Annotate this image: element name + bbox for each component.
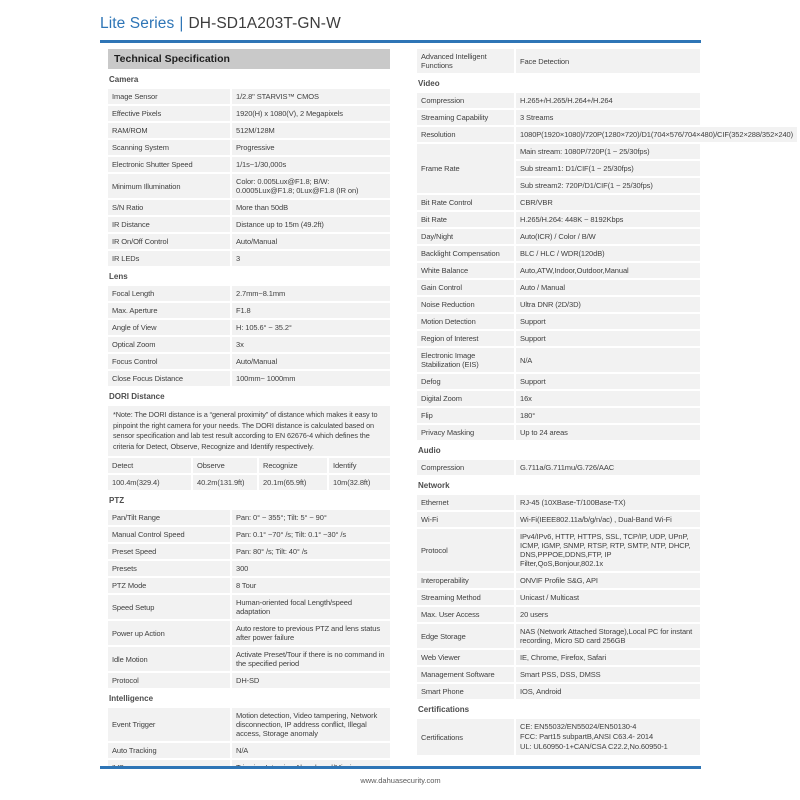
spec-row-electronic-shutter-speed [108, 157, 390, 172]
spec-value: Auto/Manual [232, 234, 390, 249]
spec-value: ONVIF Profile S&G, API [516, 573, 700, 588]
page-footer [100, 766, 701, 785]
spec-label: Gain Control [417, 280, 514, 295]
spec-label: Scanning System [108, 140, 230, 155]
spec-row-ir-on-off-control [108, 234, 390, 249]
spec-value: Up to 24 areas [516, 425, 700, 440]
spec-label: Electronic Shutter Speed [108, 157, 230, 172]
spec-value: Smart PSS, DSS, DMSS [516, 667, 700, 682]
dori-header-observe: Observe [193, 458, 257, 473]
spec-label: Effective Pixels [108, 106, 230, 121]
spec-value: Support [516, 374, 700, 389]
spec-label: Region of Interest [417, 331, 514, 346]
spec-value: Auto(ICR) / Color / B/W [516, 229, 700, 244]
spec-value: Pan: 0.1° ~70° /s; Tilt: 0.1° ~30° /s [232, 527, 390, 542]
spec-label: White Balance [417, 263, 514, 278]
spec-label: Frame Rate [417, 144, 514, 193]
spec-row-protocol [108, 673, 390, 688]
spec-value: IE, Chrome, Firefox, Safari [516, 650, 700, 665]
model-label: DH-SD1A203T-GN-W [188, 15, 341, 32]
spec-value: G.711a/G.711mu/G.726/AAC [516, 460, 700, 475]
spec-label: Angle of View [108, 320, 230, 335]
spec-row-s-n-ratio [108, 200, 390, 215]
spec-label: Smart Phone [417, 684, 514, 699]
spec-row-protocol [417, 529, 700, 571]
spec-label: Minimum Illumination [108, 174, 230, 198]
spec-label: Ethernet [417, 495, 514, 510]
spec-row-management-software [417, 667, 700, 682]
spec-label: Web Viewer [417, 650, 514, 665]
spec-label: Max. User Access [417, 607, 514, 622]
spec-row-event-trigger [108, 708, 390, 741]
spec-label: S/N Ratio [108, 200, 230, 215]
spec-value: Ultra DNR (2D/3D) [516, 297, 700, 312]
spec-row-scanning-system [108, 140, 390, 155]
spec-label: Resolution [417, 127, 514, 142]
spec-label: Motion Detection [417, 314, 514, 329]
spec-row-electronic-image-stabilization-eis [417, 348, 700, 372]
spec-value: IPv4/IPv6, HTTP, HTTPS, SSL, TCP/IP, UDP, UPnP, ICMP, IGMP, SNMP, RTSP, RTP, SMTP, NTP, DHCP, DNS,PPPOE,DDNS,FTP, IP Filter,QoS,Bonjour,802.1x [516, 529, 700, 571]
spec-row-ir-distance [108, 217, 390, 232]
spec-value: Auto restore to previous PTZ and lens status after power failure [232, 621, 390, 645]
spec-section-header: Technical Specification [108, 49, 390, 69]
spec-row-ethernet [417, 495, 700, 510]
spec-row-compression [417, 93, 700, 108]
spec-label: IR LEDs [108, 251, 230, 266]
spec-row-focal-length [108, 286, 390, 301]
spec-value: Color: 0.005Lux@F1.8; B/W: 0.0005Lux@F1.8; 0Lux@F1.8 (IR on) [232, 174, 390, 198]
title-separator: | [179, 15, 184, 32]
spec-label: Event Trigger [108, 708, 230, 741]
spec-value: More than 50dB [232, 200, 390, 215]
spec-value: Motion detection, Video tampering, Network disconnection, IP address conflict, Illegal access, Storage anomaly [232, 708, 390, 741]
spec-label: Wi-Fi [417, 512, 514, 527]
spec-row-advanced-intelligent-functions [417, 49, 700, 73]
spec-value: 8 Tour [232, 578, 390, 593]
spec-label: Focal Length [108, 286, 230, 301]
spec-row-image-sensor [108, 89, 390, 104]
spec-value: 512M/128M [232, 123, 390, 138]
spec-value: 1/2.8" STARVIS™ CMOS [232, 89, 390, 104]
spec-value: 3 Streams [516, 110, 700, 125]
spec-row-backlight-compensation [417, 246, 700, 261]
spec-row-bit-rate-control [417, 195, 700, 210]
spec-label: IR Distance [108, 217, 230, 232]
spec-row-power-up-action [108, 621, 390, 645]
spec-row-effective-pixels [108, 106, 390, 121]
footer-url: www.dahuasecurity.com [360, 776, 441, 785]
spec-value: Auto,ATW,Indoor,Outdoor,Manual [516, 263, 700, 278]
spec-row-compression [417, 460, 700, 475]
spec-label: Interoperability [417, 573, 514, 588]
spec-row-day-night [417, 229, 700, 244]
spec-row-flip [417, 408, 700, 423]
spec-value: IOS, Android [516, 684, 700, 699]
spec-row-pan-tilt-range [108, 510, 390, 525]
spec-row-ptz-mode [108, 578, 390, 593]
spec-value [516, 719, 700, 755]
spec-value: BLC / HLC / WDR(120dB) [516, 246, 700, 261]
spec-row-privacy-masking [417, 425, 700, 440]
spec-label: Management Software [417, 667, 514, 682]
spec-label: Power up Action [108, 621, 230, 645]
spec-columns [100, 49, 794, 777]
spec-label: Optical Zoom [108, 337, 230, 352]
spec-row-interoperability [417, 573, 700, 588]
spec-row-gain-control [417, 280, 700, 295]
section-title-video: Video [418, 79, 440, 88]
spec-label: Max. Aperture [108, 303, 230, 318]
spec-value: Activate Preset/Tour if there is no command in the specified period [232, 647, 390, 671]
spec-value: 180° [516, 408, 700, 423]
dori-header-recognize: Recognize [259, 458, 327, 473]
spec-value-line: CE: EN55032/EN55024/EN50130-4 [520, 722, 637, 731]
spec-label: Noise Reduction [417, 297, 514, 312]
spec-label: Protocol [417, 529, 514, 571]
spec-value: 2.7mm~8.1mm [232, 286, 390, 301]
spec-value: H.265+/H.265/H.264+/H.264 [516, 93, 700, 108]
dori-value-recognize: 20.1m(65.9ft) [259, 475, 327, 490]
spec-row-preset-speed [108, 544, 390, 559]
spec-row-bit-rate [417, 212, 700, 227]
section-title-dori-distance: DORI Distance [109, 392, 165, 401]
spec-value: H: 105.6° ~ 35.2° [232, 320, 390, 335]
dori-note: *Note: The DORI distance is a “general proximity” of distance which makes it easy to pinpoint the right camera for your needs. The DORI distance is calculated based on sensor specification and lab test result according to EN 62676-4 which defines the criteria for Detect, Observe, Recognize and Identify respectively. [108, 406, 390, 456]
spec-column-left [108, 49, 390, 777]
section-title-lens: Lens [109, 272, 128, 281]
spec-label: Pan/Tilt Range [108, 510, 230, 525]
spec-label: Compression [417, 93, 514, 108]
spec-value: DH-SD [232, 673, 390, 688]
dori-header-row [108, 458, 390, 473]
section-title-network: Network [418, 481, 450, 490]
spec-label: Advanced Intelligent Functions [417, 49, 514, 73]
spec-value: Progressive [232, 140, 390, 155]
spec-value: Unicast / Multicast [516, 590, 700, 605]
spec-row-minimum-illumination [108, 174, 390, 198]
spec-label: Speed Setup [108, 595, 230, 619]
spec-row-idle-motion [108, 647, 390, 671]
spec-row-edge-storage [417, 624, 700, 648]
spec-value: Pan: 0° ~ 355°; Tilt: 5° ~ 90° [232, 510, 390, 525]
spec-row-defog [417, 374, 700, 389]
spec-label: Streaming Capability [417, 110, 514, 125]
spec-value: 16x [516, 391, 700, 406]
spec-label: Close Focus Distance [108, 371, 230, 386]
spec-label: Flip [417, 408, 514, 423]
spec-value: Auto/Manual [232, 354, 390, 369]
spec-value-line: FCC: Part15 subpartB,ANSI C63.4- 2014 [520, 732, 654, 741]
spec-row-noise-reduction [417, 297, 700, 312]
spec-row-streaming-capability [417, 110, 700, 125]
section-title-camera: Camera [109, 75, 139, 84]
section-title-audio: Audio [418, 446, 441, 455]
spec-row-smart-phone [417, 684, 700, 699]
spec-value: H.265/H.264: 448K ~ 8192Kbps [516, 212, 700, 227]
spec-row-resolution [417, 127, 794, 142]
spec-row-max-user-access [417, 607, 700, 622]
spec-label: Preset Speed [108, 544, 230, 559]
spec-row-auto-tracking [108, 743, 390, 758]
dori-header-identify: Identify [329, 458, 390, 473]
spec-label: Bit Rate [417, 212, 514, 227]
spec-label: PTZ Mode [108, 578, 230, 593]
spec-row-region-of-interest [417, 331, 700, 346]
spec-value: 1080P(1920×1080)/720P(1280×720)/D1(704×576/704×480)/CIF(352×288/352×240) [516, 127, 797, 142]
spec-label: Streaming Method [417, 590, 514, 605]
spec-label: Privacy Masking [417, 425, 514, 440]
section-title-ptz: PTZ [109, 496, 125, 505]
spec-label: Electronic Image Stabilization (EIS) [417, 348, 514, 372]
page-title [100, 15, 701, 33]
spec-value: 3x [232, 337, 390, 352]
spec-row-streaming-method [417, 590, 700, 605]
dori-value-row [108, 475, 390, 490]
spec-value: Auto / Manual [516, 280, 700, 295]
spec-value: Human-oriented focal Length/speed adaptation [232, 595, 390, 619]
dori-value-identify: 10m(32.8ft) [329, 475, 390, 490]
spec-row-certifications [417, 719, 700, 755]
spec-label: Certifications [417, 719, 514, 755]
spec-value: F1.8 [232, 303, 390, 318]
spec-subvalue: Sub stream1: D1/CIF(1 ~ 25/30fps) [516, 161, 700, 176]
spec-row-close-focus-distance [108, 371, 390, 386]
spec-value: NAS (Network Attached Storage),Local PC for instant recording, Micro SD card 256GB [516, 624, 700, 648]
spec-value: Distance up to 15m (49.2ft) [232, 217, 390, 232]
spec-label: Auto Tracking [108, 743, 230, 758]
footer-divider [100, 766, 701, 769]
spec-row-frame-rate [417, 144, 700, 193]
section-title-certifications: Certifications [418, 705, 470, 714]
dori-value-observe: 40.2m(131.9ft) [193, 475, 257, 490]
spec-label: Manual Control Speed [108, 527, 230, 542]
spec-subvalues [516, 144, 700, 193]
datasheet-page [100, 0, 794, 777]
spec-subvalue: Main stream: 1080P/720P(1 ~ 25/30fps) [516, 144, 700, 159]
spec-row-angle-of-view [108, 320, 390, 335]
spec-value: 20 users [516, 607, 700, 622]
spec-value: Support [516, 331, 700, 346]
spec-row-optical-zoom [108, 337, 390, 352]
spec-value: N/A [516, 348, 700, 372]
spec-label: RAM/ROM [108, 123, 230, 138]
spec-value: 300 [232, 561, 390, 576]
spec-value: RJ-45 (10XBase-T/100Base-TX) [516, 495, 700, 510]
spec-value: 1/1s~1/30,000s [232, 157, 390, 172]
spec-value: Pan: 80° /s; Tilt: 40° /s [232, 544, 390, 559]
spec-value: Support [516, 314, 700, 329]
spec-label: Focus Control [108, 354, 230, 369]
dori-header-detect: Detect [108, 458, 191, 473]
spec-row-motion-detection [417, 314, 700, 329]
spec-label: Compression [417, 460, 514, 475]
spec-row-digital-zoom [417, 391, 700, 406]
spec-row-ram-rom [108, 123, 390, 138]
spec-label: Day/Night [417, 229, 514, 244]
spec-label: Bit Rate Control [417, 195, 514, 210]
spec-row-focus-control [108, 354, 390, 369]
spec-column-right [417, 49, 794, 777]
spec-subvalue: Sub stream2: 720P/D1/CIF(1 ~ 25/30fps) [516, 178, 700, 193]
spec-label: Protocol [108, 673, 230, 688]
header-divider [100, 40, 701, 43]
spec-label: Defog [417, 374, 514, 389]
spec-label: Presets [108, 561, 230, 576]
spec-value: 100mm~ 1000mm [232, 371, 390, 386]
spec-value: CBR/VBR [516, 195, 700, 210]
spec-label: Idle Motion [108, 647, 230, 671]
spec-value: 3 [232, 251, 390, 266]
spec-row-white-balance [417, 263, 700, 278]
spec-value-line: UL: UL60950-1+CAN/CSA C22.2,No.60950-1 [520, 742, 668, 751]
spec-row-manual-control-speed [108, 527, 390, 542]
spec-label: Edge Storage [417, 624, 514, 648]
spec-row-ir-leds [108, 251, 390, 266]
spec-value: N/A [232, 743, 390, 758]
spec-label: Backlight Compensation [417, 246, 514, 261]
spec-row-web-viewer [417, 650, 700, 665]
spec-row-max-aperture [108, 303, 390, 318]
section-title-intelligence: Intelligence [109, 694, 154, 703]
spec-value: Wi-Fi(IEEE802.11a/b/g/n/ac) , Dual-Band Wi-Fi [516, 512, 700, 527]
spec-value: 1920(H) x 1080(V), 2 Megapixels [232, 106, 390, 121]
spec-row-wi-fi [417, 512, 700, 527]
spec-label: Digital Zoom [417, 391, 514, 406]
dori-value-detect: 100.4m(329.4) [108, 475, 191, 490]
spec-row-speed-setup [108, 595, 390, 619]
series-label: Lite Series [100, 15, 175, 32]
spec-label: IR On/Off Control [108, 234, 230, 249]
spec-value: Face Detection [516, 49, 700, 73]
spec-label: Image Sensor [108, 89, 230, 104]
spec-row-presets [108, 561, 390, 576]
